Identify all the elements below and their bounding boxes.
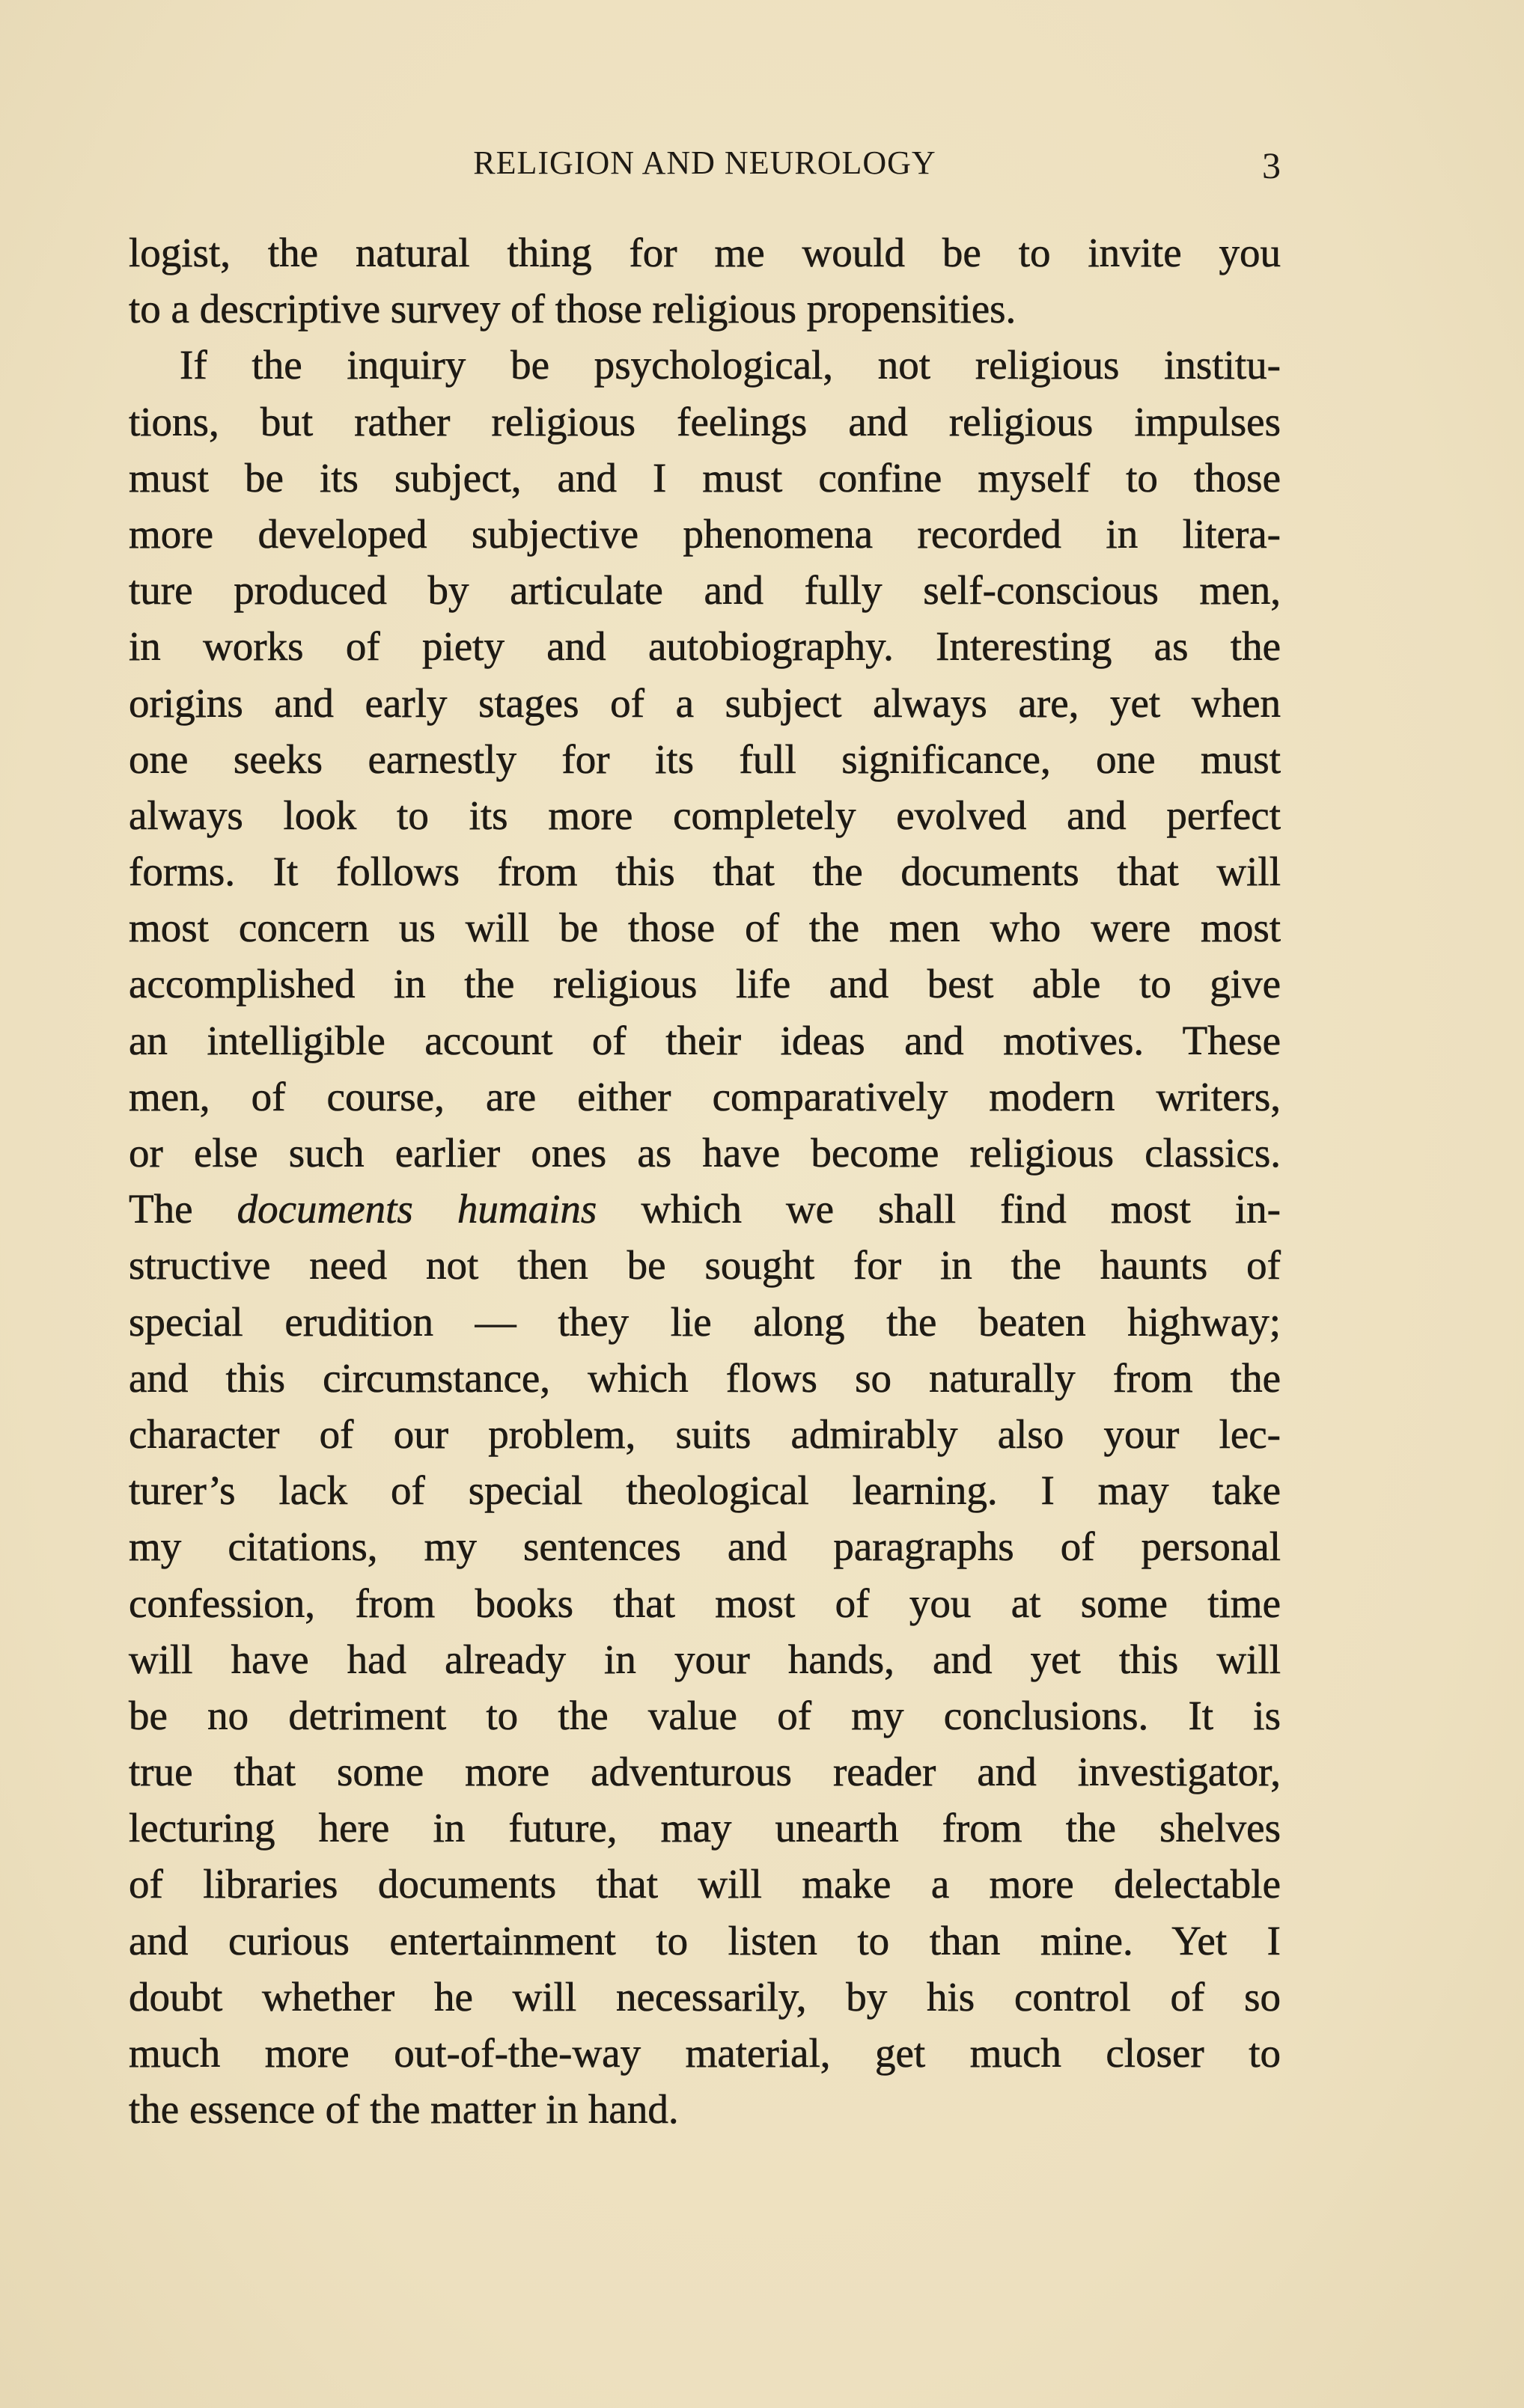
text-line: the essence of the matter in hand. (129, 2086, 679, 2133)
text-line: to a descriptive survey of those religious propensities. (129, 286, 1016, 332)
text-line: an intelligible account of their ideas and motives. These (129, 1017, 1281, 1063)
text-line: must be its subject, and I must confine myself to those (129, 454, 1281, 501)
text-line: always look to its more completely evolved and perfect (129, 792, 1281, 838)
body-text (129, 224, 1281, 2137)
text-line (129, 1181, 1281, 1237)
text-line: accomplished in the religious life and best able to give (129, 961, 1281, 1007)
text-segment: which we shall find most in- (597, 1186, 1281, 1232)
text-segment: The (129, 1186, 237, 1232)
running-head (129, 144, 1281, 189)
text-line: of libraries documents that will make a more delectable (129, 1861, 1281, 1907)
text-line: one seeks earnestly for its full significance, one must (129, 736, 1281, 782)
text-line: and curious entertainment to listen to than mine. Yet I (129, 1917, 1281, 1964)
text-line: character of our problem, suits admirably also your lec- (129, 1411, 1281, 1457)
running-title: RELIGION AND NEUROLOGY (473, 144, 936, 181)
text-line: tions, but rather religious feelings and religious impulses (129, 398, 1281, 444)
text-line: and this circumstance, which flows so naturally from the (129, 1354, 1281, 1401)
text-line: will have had already in your hands, and yet this will (129, 1636, 1281, 1682)
text-line: logist, the natural thing for me would be to invite you (129, 230, 1281, 275)
text-line: origins and early stages of a subject always are, yet when (129, 679, 1281, 726)
text-line: lecturing here in future, may unearth from the shelves (129, 1805, 1281, 1851)
text-line: doubt whether he will necessarily, by his control of so (129, 1973, 1281, 2020)
text-line: confession, from books that most of you at some time (129, 1580, 1281, 1626)
text-line: more developed subjective phenomena recorded in litera- (129, 510, 1281, 557)
italic-phrase: documents humains (237, 1186, 597, 1232)
text-line: true that some more adventurous reader and investigator, (129, 1749, 1281, 1795)
text-line: in works of piety and autobiography. Interesting as the (129, 623, 1281, 670)
text-line: turer’s lack of special theological learning. I may take (129, 1467, 1281, 1514)
text-line: If the inquiry be psychological, not religious institu- (180, 342, 1281, 388)
page-number: 3 (1262, 144, 1281, 186)
text-line: my citations, my sentences and paragraphs of personal (129, 1524, 1281, 1570)
text-line: men, of course, are either comparatively modern writers, (129, 1073, 1281, 1119)
text-line: much more out-of-the-way material, get much closer to (129, 2030, 1281, 2076)
text-line: special erudition — they lie along the beaten highway; (129, 1298, 1281, 1345)
text-line: most concern us will be those of the men who were most (129, 905, 1281, 951)
text-line: be no detriment to the value of my conclusions. It is (129, 1692, 1281, 1738)
text-line: structive need not then be sought for in the haunts of (129, 1242, 1281, 1289)
text-line: ture produced by articulate and fully self-conscious men, (129, 567, 1281, 614)
text-line: forms. It follows from this that the documents that will (129, 849, 1281, 895)
text-line: or else such earlier ones as have become religious classics. (129, 1130, 1281, 1176)
